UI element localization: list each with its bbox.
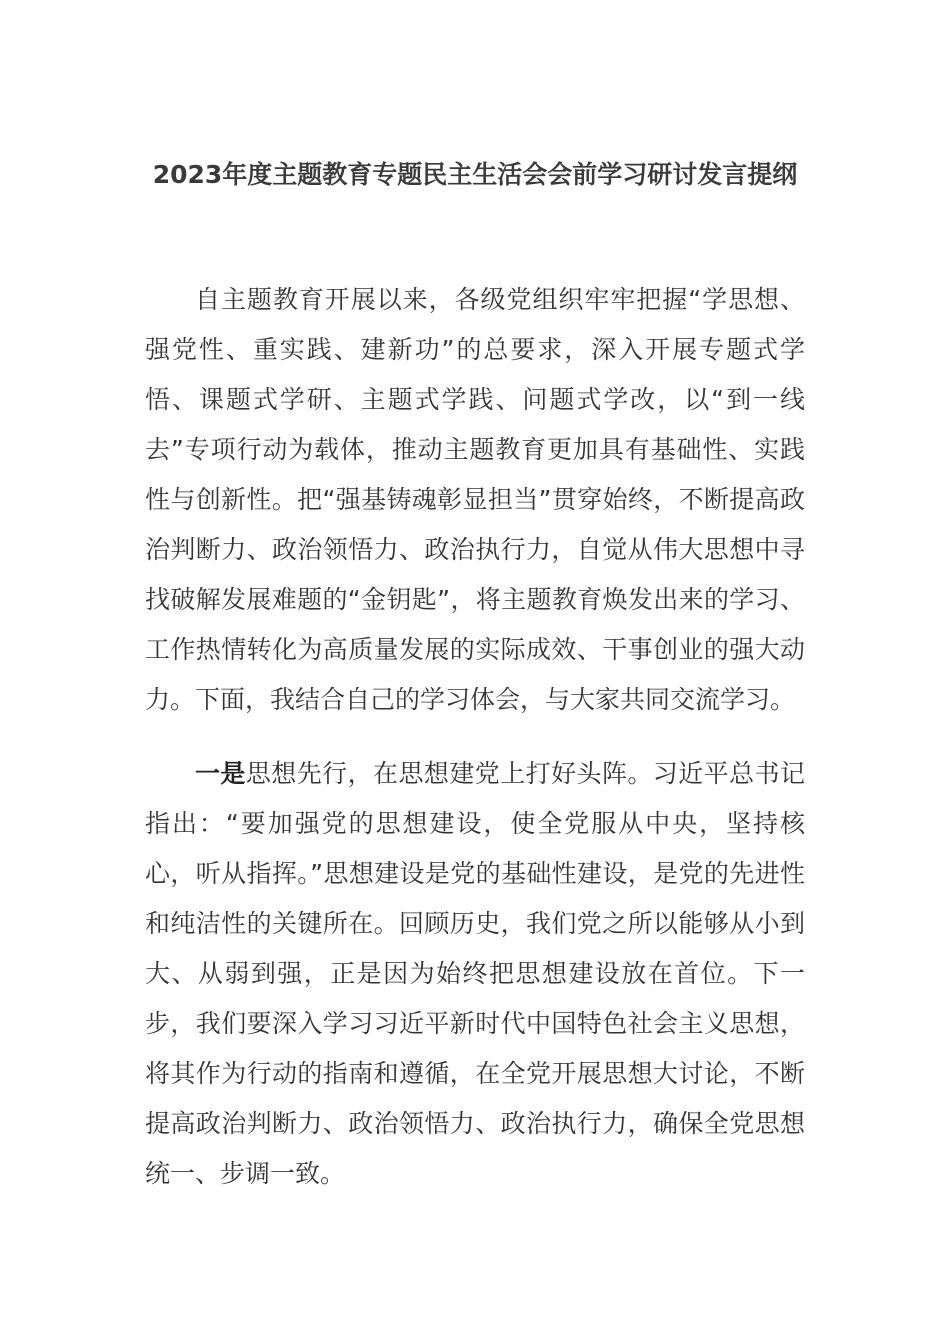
document-body bbox=[145, 275, 805, 1199]
document-title: 2023年度主题教育专题民主生活会会前学习研讨发言提纲 bbox=[152, 160, 798, 189]
paragraph-text: 思想先行，在思想建党上打好头阵。习近平总书记指出：“要加强党的思想建设，使全党服从中央，坚持核心，听从指挥。”思想建设是党的基础性建设，是党的先进性和纯洁性的关键所在。回顾历史，我们党之所以能够从小到大、从弱到强，正是因为始终把思想建设放在首位。下一步，我们要深入学习习近平新时代中国特色社会主义思想，将其作为行动的指南和遵循，在全党开展思想大讨论，不断提高政治判断力、政治领悟力、政治执行力，确保全党思想统一、步调一致。 bbox=[145, 759, 805, 1188]
paragraph-text: 自主题教育开展以来，各级党组织牢牢把握“学思想、强党性、重实践、建新功”的总要求，深入开展专题式学悟、课题式学研、主题式学践、问题式学改，以“到一线去”专项行动为载体，推动主题教育更加具有基础性、实践性与创新性。把“强基铸魂彰显担当”贯穿始终，不断提高政治判断力、政治领悟力、政治执行力，自觉从伟大思想中寻找破解发展难题的“金钥匙”，将主题教育焕发出来的学习、工作热情转化为高质量发展的实际成效、干事创业的强大动力。下面，我结合自己的学习体会，与大家共同交流学习。 bbox=[145, 285, 805, 714]
paragraph-intro bbox=[145, 275, 805, 725]
paragraph-lead: 一是 bbox=[195, 759, 246, 788]
paragraph-point-one bbox=[145, 749, 805, 1199]
